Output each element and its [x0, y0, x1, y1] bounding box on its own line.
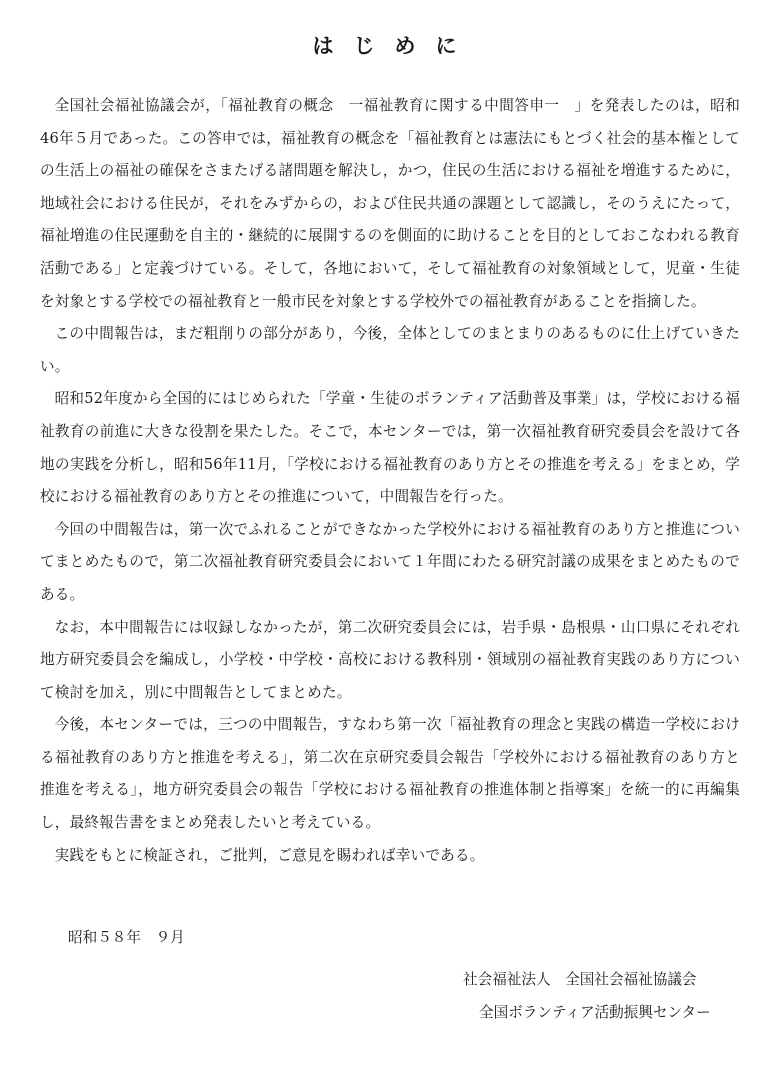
paragraph-3: 昭和52年度から全国的にはじめられた「学童・生徒のボランティア活動普及事業」は，学校における福祉教育の前進に大きな役割を果たした。そこで，本センターでは，第一次福祉教育研究委員会を設けて各地の実践を分析し，昭和56年11月，「学校における福祉教育のあり方とその推進を考える」をまとめ，学校における福祉教育のあり方とその推進について，中間報告を行った。: [40, 390, 740, 506]
organization-name: 社会福祉法人 全国社会福祉協議会: [463, 971, 697, 988]
paragraph-5: なお，本中間報告には収録しなかったが，第二次研究委員会には，岩手県・島根県・山口県にそれぞれ地方研究委員会を編成し，小学校・中学校・高校における教科別・領域別の福祉教育実践のあり方について検討を加え，別に中間報告としてまとめた。: [40, 618, 740, 701]
page-title: はじめに: [312, 33, 477, 58]
paragraph-1: 全国社会福祉協議会が，「福祉教育の概念 一福祉教育に関する中間答申一 」を発表したのは，昭和46年５月であった。この答申では，福祉教育の概念を「福祉教育とは憲法にもとづく社会的基本権としての生活上の福祉の確保をさまたげる諸問題を解決し，かつ，住民の生活における福祉を増進するために，地域社会における住民が，それをみずからの，および住民共通の課題として認識し，そのうえにたって，福祉増進の住民運動を自主的・継続的に展開するのを側面的に助けることを目的としておこなわれる教育活動である」と定義づけている。そして，各地において，そして福祉教育の対象領域として，児童・生徒を対象とする学校での福祉教育と一般市民を対象とする学校外での福祉教育があることを指摘した。: [40, 97, 740, 310]
document-date: 昭和５８年 ９月: [68, 929, 185, 946]
paragraph-4: 今回の中間報告は，第一次でふれることができなかった学校外における福祉教育のあり方と推進についてまとめたもので，第二次福祉教育研究委員会において１年間にわたる研究討議の成果をまとめたものである。: [40, 520, 740, 603]
organization-center: 全国ボランティア活動振興センター: [479, 1004, 711, 1021]
paragraph-7: 実践をもとに検証され，ご批判，ご意見を賜われば幸いである。: [54, 846, 485, 864]
paragraph-6: 今後，本センターでは，三つの中間報告，すなわち第一次「福祉教育の理念と実践の構造一学校における福祉教育のあり方と推進を考える」，第二次在京研究委員会報告「学校外における福祉教育のあり方と推進を考える」，地方研究委員会の報告「学校における福祉教育の推進体制と指導案」を統一的に再編集し，最終報告書をまとめ発表したいと考えている。: [40, 716, 740, 832]
paragraph-2: この中間報告は，まだ粗削りの部分があり，今後，全体としてのまとまりのあるものに仕上げていきたい。: [40, 325, 740, 375]
document-body: [40, 90, 740, 872]
